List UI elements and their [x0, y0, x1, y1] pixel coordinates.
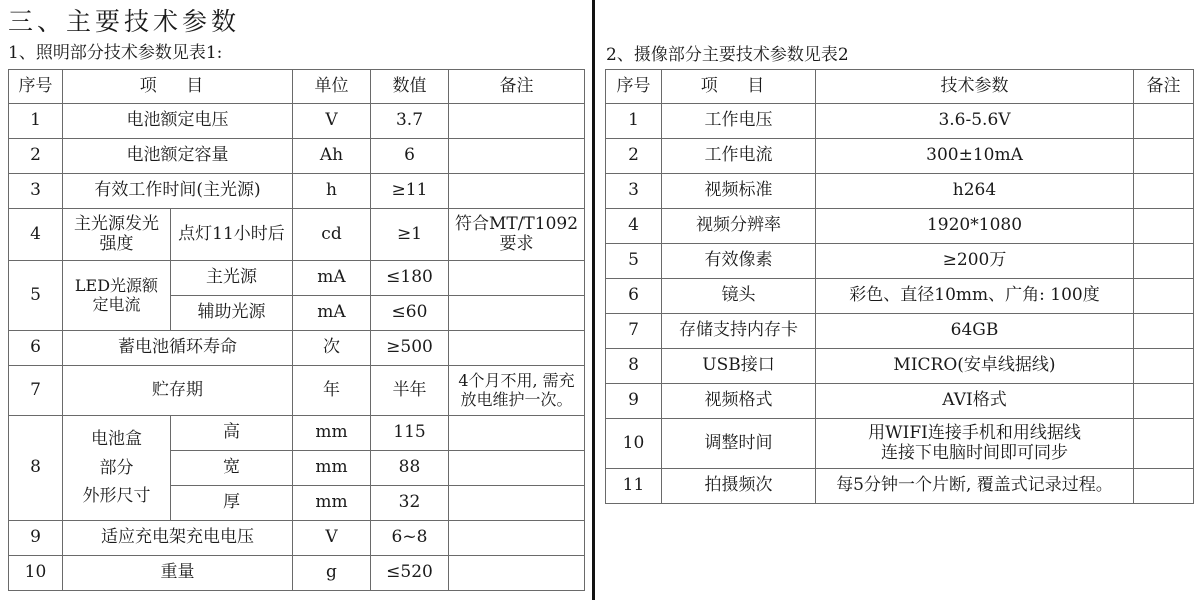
header-param: 技术参数: [816, 70, 1134, 104]
row-no: 6: [9, 331, 63, 366]
row-no: 9: [606, 384, 662, 419]
header-value: 数值: [371, 70, 449, 104]
row-no: 6: [606, 279, 662, 314]
row-note: [449, 451, 585, 486]
item-line: 强度: [99, 233, 134, 254]
row-note: [1134, 244, 1194, 279]
row-item: [63, 209, 171, 261]
row-item: 有效像素: [662, 244, 816, 279]
row-item: 贮存期: [63, 366, 293, 416]
row-no: 9: [9, 521, 63, 556]
header-note: 备注: [449, 70, 585, 104]
group-line: 电池盒: [91, 428, 142, 449]
table-row: [9, 139, 585, 174]
table2-header-row: [606, 70, 1194, 104]
section-heading: 三、主要技术参数: [8, 7, 241, 36]
row-value: ≤60: [371, 296, 449, 331]
table1-header-row: [9, 70, 585, 104]
row-no: 11: [606, 469, 662, 504]
row-note: [1134, 139, 1194, 174]
table-row: [606, 419, 1194, 469]
row-value: 3.7: [371, 104, 449, 139]
row-unit: mm: [293, 486, 371, 521]
row-item: 工作电流: [662, 139, 816, 174]
row-subitem: 高: [171, 416, 293, 451]
row-note: [449, 366, 585, 416]
row-note: [449, 174, 585, 209]
column-divider: [592, 0, 595, 600]
row-note: [449, 209, 585, 261]
row-unit: V: [293, 104, 371, 139]
row-note: [449, 261, 585, 296]
row-no: 1: [9, 104, 63, 139]
row-param: ≥200万: [816, 244, 1134, 279]
row-no: 5: [9, 261, 63, 331]
row-item: 视频分辨率: [662, 209, 816, 244]
row-item: 工作电压: [662, 104, 816, 139]
row-value: ≥1: [371, 209, 449, 261]
row-value: 32: [371, 486, 449, 521]
param-line: 用WIFI连接手机和用线据线: [868, 422, 1081, 443]
row-note: [1134, 349, 1194, 384]
header-item: 项 目: [63, 70, 293, 104]
table-row: [9, 331, 585, 366]
table-row: [606, 349, 1194, 384]
note-line: 要求: [499, 233, 534, 254]
row-item: 视频格式: [662, 384, 816, 419]
row-item: 蓄电池循环寿命: [63, 331, 293, 366]
row-no: 3: [9, 174, 63, 209]
row-unit: cd: [293, 209, 371, 261]
row-param: 300±10mA: [816, 139, 1134, 174]
row-unit: mA: [293, 296, 371, 331]
table1-caption: 1、照明部分技术参数见表1:: [8, 43, 223, 63]
row-param: 3.6-5.6V: [816, 104, 1134, 139]
row-note: [1134, 104, 1194, 139]
row-note: [449, 139, 585, 174]
row-unit: 次: [293, 331, 371, 366]
row-no: 2: [9, 139, 63, 174]
row-param: h264: [816, 174, 1134, 209]
row-note: [449, 416, 585, 451]
row-unit: mm: [293, 451, 371, 486]
row-param: AVI格式: [816, 384, 1134, 419]
row-param: 64GB: [816, 314, 1134, 349]
row-no: 4: [9, 209, 63, 261]
group-line: 外形尺寸: [82, 486, 151, 507]
note-line: 放电维护一次。: [460, 389, 573, 409]
row-subitem: 厚: [171, 486, 293, 521]
row-no: 5: [606, 244, 662, 279]
row-item: 适应充电架充电电压: [63, 521, 293, 556]
row-no: 8: [606, 349, 662, 384]
row-group: [63, 261, 171, 331]
table-row: [606, 314, 1194, 349]
table-row: [9, 366, 585, 416]
row-no: 7: [606, 314, 662, 349]
row-item: USB接口: [662, 349, 816, 384]
header-no: 序号: [606, 70, 662, 104]
row-no: 10: [9, 556, 63, 591]
row-no: 10: [606, 419, 662, 469]
table-row: [606, 469, 1194, 504]
row-param: 每5分钟一个片断, 覆盖式记录过程。: [816, 469, 1134, 504]
row-unit: g: [293, 556, 371, 591]
row-item: 调整时间: [662, 419, 816, 469]
group-line: 定电流: [92, 294, 141, 314]
header-no: 序号: [9, 70, 63, 104]
camera-parameters-table: [605, 69, 1194, 504]
table2-caption: 2、摄像部分主要技术参数见表2: [606, 45, 849, 65]
row-note: [1134, 384, 1194, 419]
table-row: [606, 104, 1194, 139]
row-value: 半年: [371, 366, 449, 416]
row-param: [816, 419, 1134, 469]
row-note: [1134, 174, 1194, 209]
note-line: 符合MT/T1092: [454, 213, 579, 234]
note-line: 4个月不用, 需充: [458, 371, 575, 391]
row-value: 88: [371, 451, 449, 486]
row-note: [1134, 279, 1194, 314]
table-row: [9, 104, 585, 139]
table-row: [606, 209, 1194, 244]
row-unit: h: [293, 174, 371, 209]
row-item: 电池额定容量: [63, 139, 293, 174]
row-note: [449, 331, 585, 366]
table-row: [9, 521, 585, 556]
item-line: 主光源发光: [74, 213, 159, 234]
table-row: [9, 174, 585, 209]
row-value: ≤520: [371, 556, 449, 591]
row-unit: V: [293, 521, 371, 556]
row-no: 4: [606, 209, 662, 244]
row-note: [449, 486, 585, 521]
row-note: [1134, 469, 1194, 504]
row-no: 2: [606, 139, 662, 174]
row-no: 3: [606, 174, 662, 209]
table-row: [9, 416, 585, 451]
table-row: [9, 209, 585, 261]
row-group: [63, 416, 171, 521]
row-item: 镜头: [662, 279, 816, 314]
row-note: [449, 296, 585, 331]
row-unit: 年: [293, 366, 371, 416]
row-note: [449, 104, 585, 139]
row-note: [1134, 314, 1194, 349]
row-note: [449, 521, 585, 556]
row-item: 拍摄频次: [662, 469, 816, 504]
row-no: 1: [606, 104, 662, 139]
table-row: [606, 244, 1194, 279]
row-value: ≤180: [371, 261, 449, 296]
row-unit: Ah: [293, 139, 371, 174]
row-item: 电池额定电压: [63, 104, 293, 139]
row-param: 彩色、直径10mm、广角: 100度: [816, 279, 1134, 314]
row-subitem: 辅助光源: [171, 296, 293, 331]
row-unit: mA: [293, 261, 371, 296]
row-item: 视频标准: [662, 174, 816, 209]
header-note: 备注: [1134, 70, 1194, 104]
table-row: [9, 556, 585, 591]
row-value: 6: [371, 139, 449, 174]
table-row: [606, 384, 1194, 419]
table-row: [9, 261, 585, 296]
row-item: 有效工作时间(主光源): [63, 174, 293, 209]
row-no: 7: [9, 366, 63, 416]
group-line: LED光源额: [74, 276, 159, 296]
row-param: 1920*1080: [816, 209, 1134, 244]
row-value: ≥11: [371, 174, 449, 209]
header-item: 项 目: [662, 70, 816, 104]
header-unit: 单位: [293, 70, 371, 104]
row-subitem: 主光源: [171, 261, 293, 296]
group-line: 部分: [99, 457, 134, 478]
row-subitem: 宽: [171, 451, 293, 486]
row-subitem: 点灯11小时后: [171, 209, 293, 261]
row-note: [1134, 209, 1194, 244]
table-row: [606, 174, 1194, 209]
row-value: 115: [371, 416, 449, 451]
param-line: 连接下电脑时间即可同步: [881, 442, 1068, 463]
lighting-parameters-table: [8, 69, 585, 591]
row-value: 6~8: [371, 521, 449, 556]
row-item: 存储支持内存卡: [662, 314, 816, 349]
row-value: ≥500: [371, 331, 449, 366]
row-note: [1134, 419, 1194, 469]
row-note: [449, 556, 585, 591]
row-param: MICRO(安卓线据线): [816, 349, 1134, 384]
row-unit: mm: [293, 416, 371, 451]
table-row: [606, 139, 1194, 174]
row-no: 8: [9, 416, 63, 521]
table-row: [606, 279, 1194, 314]
row-item: 重量: [63, 556, 293, 591]
